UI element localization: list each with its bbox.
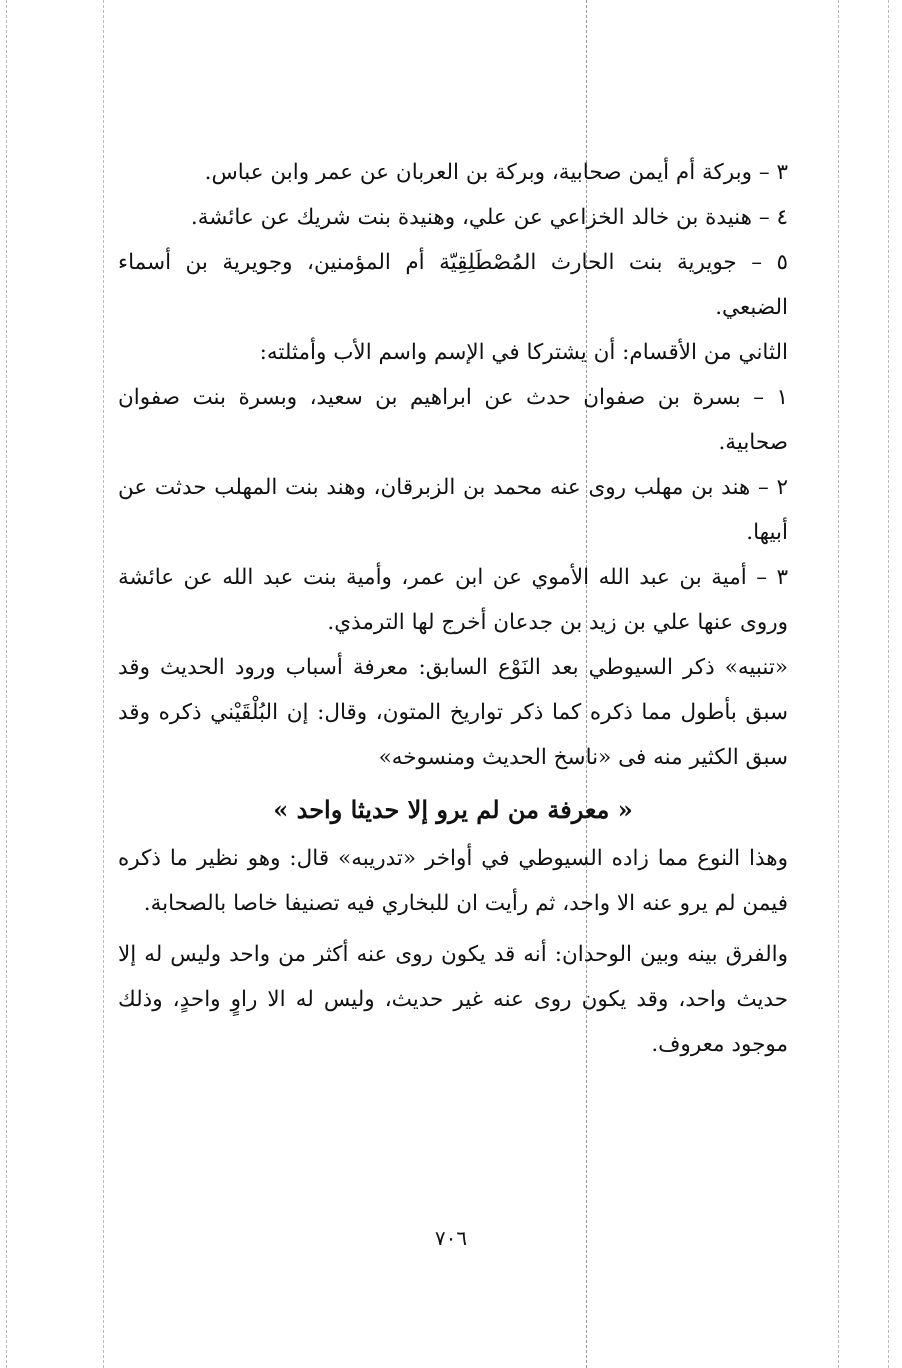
list-item-4-hunayda: ٤ – هنيدة بن خالد الخزاعي عن علي، وهنيدة بنت شريك عن عائشة. [190, 205, 788, 230]
list-item-1-busra: ١ – بسرة بن صفوان حدث عن ابراهيم بن سعيد، وبسرة بنت صفوان صحابية. [118, 385, 788, 455]
section-second-category: الثاني من الأقسام: أن يشتركا في الإسم واسم الأب وأمثلته: [259, 340, 788, 365]
body-paragraph-2: والفرق بينه وبين الوحدان: أنه قد يكون روى عنه أكثر من واحد وليس له إلا حديث واحد، وقد يكون روى عنه غير حديث، وليس له الا راوٍ واحدٍ، وذلك موجود معروف. [118, 942, 788, 1057]
list-item-3-baraka: ٣ – وبركة أم أيمن صحابية، وبركة بن العربان عن عمر وابن عباس. [204, 160, 788, 185]
section-heading: « معرفة من لم يرو إلا حديثا واحد » [273, 795, 633, 824]
page-number: ٧٠٦ [434, 1226, 468, 1250]
list-item-3-umayya: ٣ – أمية بن عبد الله الأموي عن ابن عمر، وأمية بنت عبد الله عن عائشة وروى عنها علي بن زيد بن جدعان أخرج لها الترمذي. [118, 565, 788, 635]
list-item-5-juwayriya: ٥ – جويرية بنت الحارث المُصْطَلِقِيّة أم المؤمنين، وجويرية بن أسماء الضبعي. [118, 250, 788, 320]
note-paragraph: «تنبيه» ذكر السيوطي بعد النَوْع السابق: معرفة أسباب ورود الحديث وقد سبق بأطول مما ذكره كما ذكر تواريخ المتون، وقال: إن البُلْقَيْني ذكره وقد سبق الكثير منه فى «ناسخ الحديث ومنسوخه» [118, 655, 788, 770]
margin-guide-line [838, 0, 839, 1368]
list-item-2-hind: ٢ – هند بن مهلب روى عنه محمد بن الزبرقان، وهند بنت المهلب حدثت عن أبيها. [118, 475, 788, 545]
margin-guide-line [103, 0, 104, 1368]
page-text-body [118, 150, 788, 1067]
margin-guide-line [888, 0, 889, 1368]
margin-guide-line [6, 0, 7, 1368]
body-paragraph-1: وهذا النوع مما زاده السيوطي في أواخر «تدريبه» قال: وهو نظير ما ذكره فيمن لم يرو عنه الا واحد، ثم رأيت ان للبخاري فيه تصنيفا خاصا بالصحابة. [118, 846, 788, 916]
